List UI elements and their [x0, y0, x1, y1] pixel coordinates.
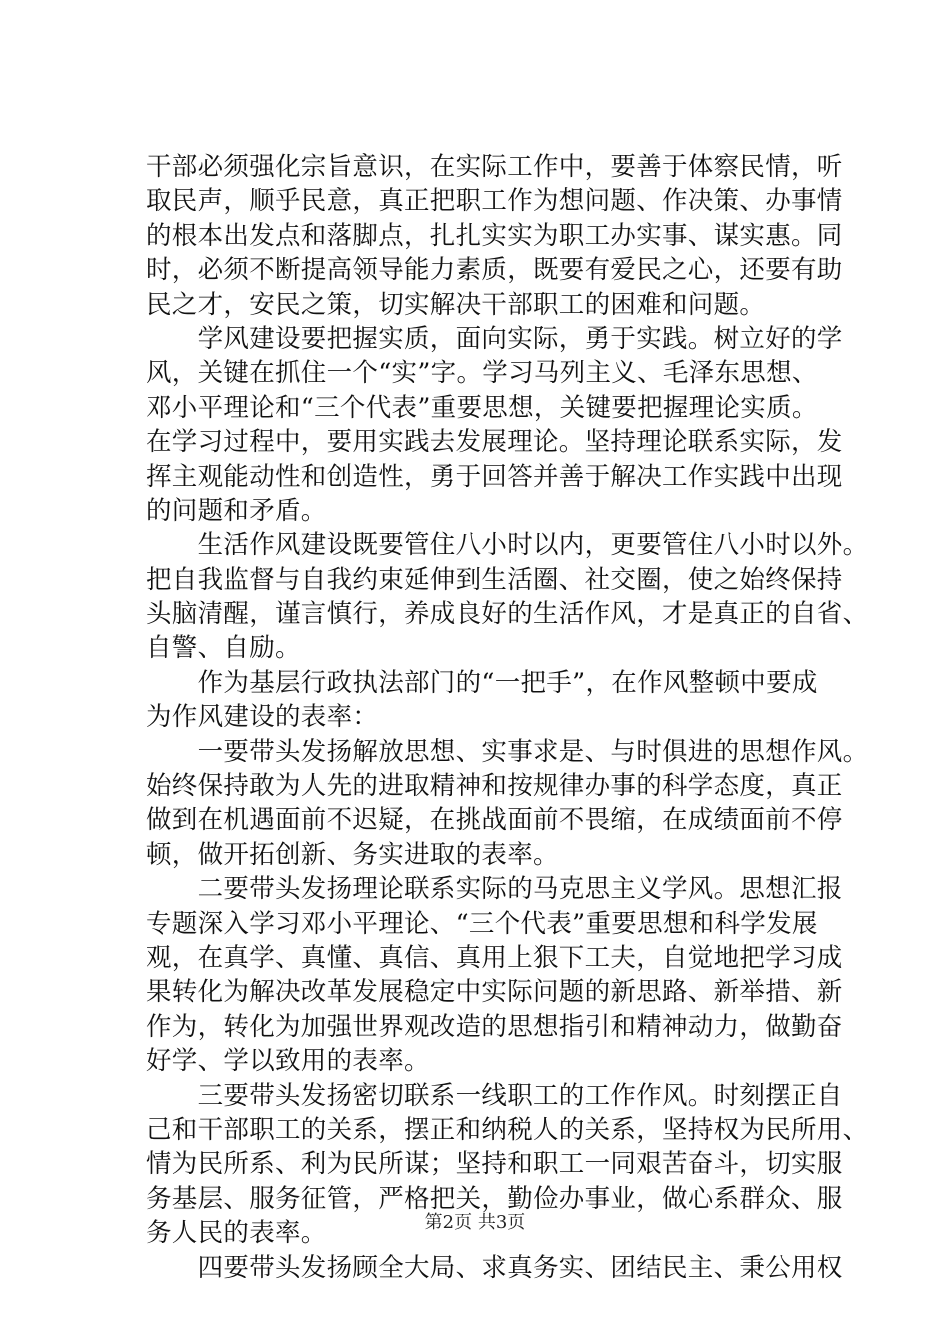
text-line: 取民声，顺乎民意，真正把职工作为想问题、作决策、办事情	[146, 186, 843, 217]
text-line: 生活作风建设既要管住八小时以内，更要管住八小时以外。	[146, 530, 869, 561]
text-line: 头脑清醒，谨言慎行，养成良好的生活作风，才是真正的自省、	[146, 599, 869, 630]
text-line: 学风建设要把握实质，面向实际，勇于实践。树立好的学	[146, 323, 843, 354]
text-line: 二要带头发扬理论联系实际的马克思主义学风。思想汇报	[146, 874, 843, 905]
text-line: 为作风建设的表率：	[146, 702, 379, 733]
text-line: 风，关键在抓住一个“实”字。学习马列主义、毛泽东思想、	[146, 358, 818, 389]
text-line: 专题深入学习邓小平理论、“三个代表”重要思想和科学发展	[146, 908, 818, 939]
text-line: 观，在真学、真懂、真信、真用上狠下工夫，自觉地把学习成	[146, 942, 843, 973]
text-line: 一要带头发扬解放思想、实事求是、与时俱进的思想作风。	[146, 736, 869, 767]
text-line: 务人民的表率。	[146, 1218, 327, 1249]
page-number-footer: 第2页 共3页	[424, 1212, 526, 1233]
text-line: 在学习过程中，要用实践去发展理论。坚持理论联系实际，发	[146, 427, 843, 458]
text-line: 务基层、服务征管，严格把关，勤俭办事业，做心系群众、服	[146, 1183, 843, 1214]
text-line: 民之才，安民之策，切实解决干部职工的困难和问题。	[146, 289, 766, 320]
text-line: 情为民所系、利为民所谋；坚持和职工一同艰苦奋斗，切实服	[146, 1149, 843, 1180]
text-line: 邓小平理论和“三个代表”重要思想，关键要把握理论实质。	[146, 392, 818, 423]
text-line: 四要带头发扬顾全大局、求真务实、团结民主、秉公用权	[146, 1252, 843, 1283]
text-line: 做到在机遇面前不迟疑，在挑战面前不畏缩，在成绩面前不停	[146, 805, 843, 836]
text-line: 作为基层行政执法部门的“一把手”，在作风整顿中要成	[146, 667, 818, 698]
text-line: 的根本出发点和落脚点，扎扎实实为职工办实事、谋实惠。同	[146, 220, 843, 251]
text-line: 果转化为解决改革发展稳定中实际问题的新思路、新举措、新	[146, 977, 843, 1008]
text-line: 时，必须不断提高领导能力素质，既要有爱民之心，还要有助	[146, 255, 843, 286]
text-line: 己和干部职工的关系，摆正和纳税人的关系，坚持权为民所用、	[146, 1114, 869, 1145]
text-line: 干部必须强化宗旨意识，在实际工作中，要善于体察民情，听	[146, 152, 843, 182]
body-text	[146, 150, 869, 1285]
text-line: 三要带头发扬密切联系一线职工的工作作风。时刻摆正自	[146, 1080, 843, 1111]
text-line: 好学、学以致用的表率。	[146, 1046, 430, 1077]
text-line: 的问题和矛盾。	[146, 495, 327, 526]
text-line: 作为，转化为加强世界观改造的思想指引和精神动力，做勤奋	[146, 1011, 843, 1042]
text-line: 把自我监督与自我约束延伸到生活圈、社交圈，使之始终保持	[146, 564, 843, 595]
text-line: 顿，做开拓创新、务实进取的表率。	[146, 839, 559, 870]
text-line: 挥主观能动性和创造性，勇于回答并善于解决工作实践中出现	[146, 461, 843, 492]
text-line: 自警、自励。	[146, 633, 301, 664]
text-line: 始终保持敢为人先的进取精神和按规律办事的科学态度，真正	[146, 771, 843, 802]
